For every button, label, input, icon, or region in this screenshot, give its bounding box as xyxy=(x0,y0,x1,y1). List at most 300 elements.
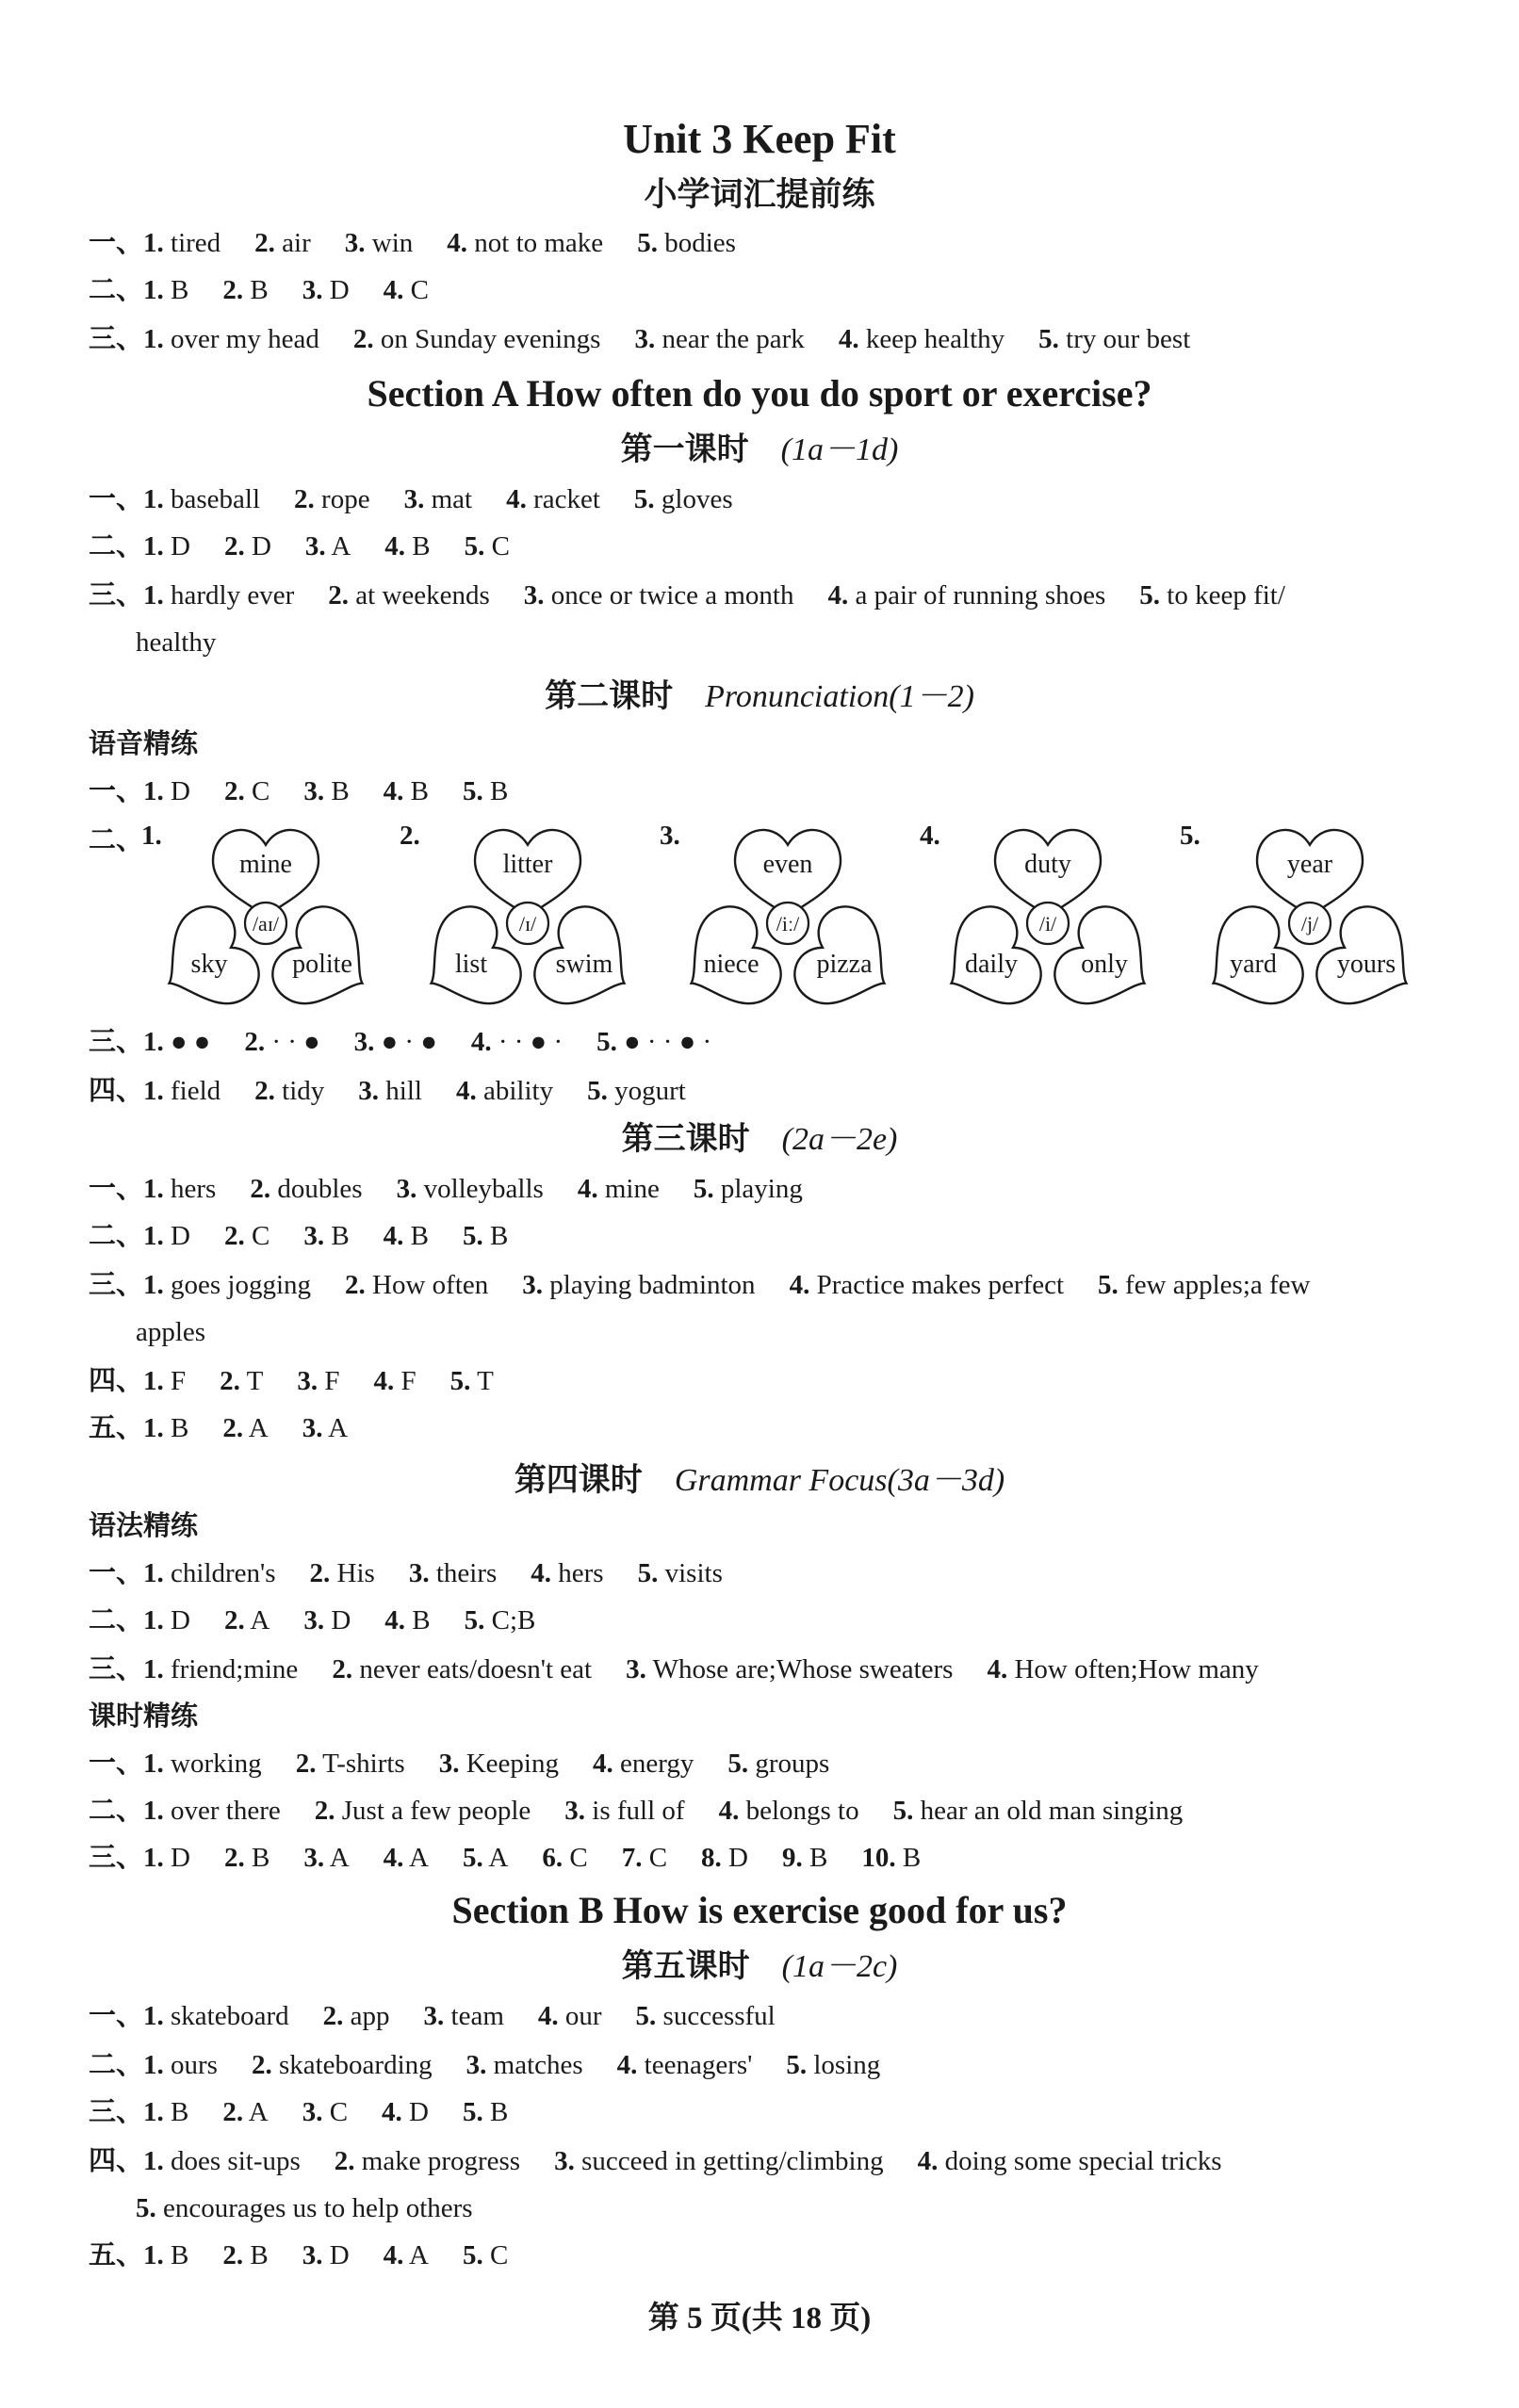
answer-item xyxy=(587,1072,686,1110)
answer-number: 5. xyxy=(463,776,483,806)
answer-item xyxy=(143,2093,188,2131)
answer-text: app xyxy=(343,2001,390,2031)
answer-number: 1. xyxy=(143,2001,164,2031)
row-prefix: 四、 xyxy=(89,1366,144,1396)
row-prefix: 三、 xyxy=(89,1027,144,1057)
answer-number: 4. xyxy=(838,324,859,354)
answer-item xyxy=(404,480,473,518)
answer-text: field xyxy=(163,1076,221,1106)
answer-text: our xyxy=(558,2001,602,2031)
answer-number: 1. xyxy=(143,2240,164,2270)
answer-item xyxy=(987,1651,1258,1688)
answer-text: tired xyxy=(163,228,221,258)
answer-number: 1. xyxy=(143,1558,164,1588)
answer-item xyxy=(384,1602,430,1639)
answer-text: keep healthy xyxy=(858,324,1005,354)
answer-text: friend;mine xyxy=(163,1654,299,1684)
answer-text: B xyxy=(324,776,350,806)
answer-number: 9. xyxy=(781,1843,803,1873)
answer-item xyxy=(254,224,311,262)
answer-item xyxy=(302,1409,348,1447)
lesson-5-row-4-cont: 5. encourages us to help others xyxy=(136,2193,473,2223)
answer-item xyxy=(143,1023,210,1061)
lesson-3-row-2 xyxy=(89,1217,1481,1255)
answer-text: try our best xyxy=(1058,324,1191,354)
answer-number: 2. xyxy=(295,1749,317,1779)
row-prefix: 三、 xyxy=(89,580,144,610)
answer-item xyxy=(143,2142,301,2180)
answer-number: 2. xyxy=(222,275,244,305)
answer-text: ours xyxy=(163,2050,218,2080)
answer-text: B xyxy=(163,2240,189,2270)
lesson-2-range: Pronunciation(1－2) xyxy=(705,679,974,714)
practice-row-1 xyxy=(89,1745,1481,1782)
answer-number: 4. xyxy=(382,2097,402,2127)
answer-number: 1. xyxy=(143,1076,164,1106)
lesson-2-row-1 xyxy=(89,773,1481,810)
row-prefix: 一、 xyxy=(89,484,144,514)
answer-text: · · ● xyxy=(265,1027,320,1057)
answer-text: mat xyxy=(424,484,473,514)
lesson-5-row-2 xyxy=(89,2046,1481,2084)
answer-text: D xyxy=(163,1843,190,1873)
answer-text: Whose are;Whose sweaters xyxy=(645,1654,954,1684)
answer-text: rope xyxy=(314,484,370,514)
answer-text: visits xyxy=(658,1558,723,1588)
answer-item xyxy=(303,1602,351,1639)
answer-number: 4. xyxy=(987,1654,1008,1684)
row-prefix: 二、 xyxy=(89,2050,144,2080)
answer-text: A xyxy=(403,1843,429,1873)
lesson-1-name: 第一课时 xyxy=(620,432,749,467)
preview-title: 小学词汇提前练 xyxy=(644,176,875,213)
answer-text: matches xyxy=(486,2050,583,2080)
flower-number: 3. xyxy=(660,821,680,851)
answer-number: 5. xyxy=(693,1174,714,1204)
lesson-5-row-1 xyxy=(89,1997,1481,2035)
answer-text: B xyxy=(163,2097,189,2127)
row-prefix: 三、 xyxy=(89,2097,144,2127)
answer-number: 2. xyxy=(223,531,245,561)
flower-number: 2. xyxy=(400,821,420,851)
lesson-5-range: (1a－2c) xyxy=(781,1949,898,1984)
lesson-2-row-3 xyxy=(89,1023,1481,1061)
answer-number: 4. xyxy=(383,1843,404,1873)
answer-text: a pair of running shoes xyxy=(848,580,1106,610)
answer-text: once or twice a month xyxy=(544,580,794,610)
answer-number: 4. xyxy=(616,2050,638,2080)
preview-row-1 xyxy=(89,224,1481,262)
lesson-2-row-2-prefix: 二、 xyxy=(89,825,144,855)
answer-text: A xyxy=(482,1843,509,1873)
lesson-5-row-3 xyxy=(89,2093,1481,2131)
flower-right-word: swim xyxy=(555,950,613,979)
answer-item xyxy=(143,1362,186,1400)
answer-text: B xyxy=(163,1413,189,1443)
answer-item xyxy=(638,1554,723,1592)
answer-item xyxy=(1098,1266,1310,1304)
answer-item xyxy=(224,1602,270,1639)
answer-number: 4. xyxy=(447,228,468,258)
row-prefix: 一、 xyxy=(89,776,144,806)
answer-item xyxy=(332,1651,592,1688)
answer-text: D xyxy=(401,2097,429,2127)
lesson-5-heading xyxy=(0,1944,1519,1990)
answer-item xyxy=(382,2093,429,2131)
answer-item xyxy=(328,577,490,614)
answer-number: 2. xyxy=(294,484,315,514)
answer-number: 5. xyxy=(637,228,658,258)
answer-number: 5. xyxy=(464,531,485,561)
answer-item xyxy=(447,224,603,262)
answer-number: 1. xyxy=(143,1654,164,1684)
answer-text: is full of xyxy=(585,1796,685,1826)
flower-top-word: duty xyxy=(1024,850,1071,879)
answer-text: C;B xyxy=(484,1605,536,1635)
answer-text: few apples;a few xyxy=(1118,1270,1311,1300)
flower-center-sound: /j/ xyxy=(1300,912,1319,936)
answer-text: successful xyxy=(656,2001,776,2031)
answer-number: 2. xyxy=(332,1654,353,1684)
grammar-row-3 xyxy=(89,1651,1481,1688)
row-prefix: 二、 xyxy=(89,275,144,305)
answer-number: 2. xyxy=(251,2050,272,2080)
answer-number: 4. xyxy=(506,484,527,514)
answer-text: T xyxy=(239,1366,264,1396)
answer-text: at weekends xyxy=(349,580,490,610)
answer-text: not to make xyxy=(467,228,604,258)
lesson-5-name: 第五课时 xyxy=(621,1949,750,1984)
grammar-row-1 xyxy=(89,1554,1481,1592)
answer-number: 2. xyxy=(322,2001,344,2031)
flower-left-word: list xyxy=(454,950,488,979)
answer-number: 2. xyxy=(222,1413,244,1443)
answer-text: C xyxy=(244,776,270,806)
flower-center-sound: /aɪ/ xyxy=(252,912,280,936)
answer-text: groups xyxy=(748,1749,830,1779)
flower-top-word: mine xyxy=(239,850,292,879)
lesson-1-row-2 xyxy=(89,528,1481,565)
answer-number: 5. xyxy=(727,1749,749,1779)
answer-item xyxy=(222,1409,268,1447)
flower-5 xyxy=(1180,821,1431,1027)
grammar-row-2 xyxy=(89,1602,1481,1639)
answer-item xyxy=(297,1362,339,1400)
section-b-title: Section B How is exercise good for us? xyxy=(451,1889,1068,1931)
answer-item xyxy=(294,480,370,518)
row-prefix: 三、 xyxy=(89,1843,144,1873)
answer-item xyxy=(143,271,188,309)
answer-item xyxy=(617,2046,753,2084)
answer-item xyxy=(354,1023,437,1061)
answer-number: 1. xyxy=(143,1221,164,1251)
lesson-4-name: 第四课时 xyxy=(514,1463,643,1498)
answer-text: · · ● · xyxy=(491,1027,564,1057)
answer-item xyxy=(303,1217,349,1255)
answer-number: 1. xyxy=(143,776,164,806)
answer-text: ● · · ● · xyxy=(616,1027,712,1057)
answer-number: 4. xyxy=(383,2240,404,2270)
answer-text: tidy xyxy=(274,1076,325,1106)
flower-top-word: litter xyxy=(502,850,553,879)
answer-number: 3. xyxy=(303,1605,325,1635)
flower-right-word: yours xyxy=(1336,950,1396,979)
lesson-4-heading xyxy=(0,1458,1519,1504)
answer-item xyxy=(310,1554,375,1592)
answer-text: ● · ● xyxy=(374,1027,437,1057)
answer-number: 1. xyxy=(143,1749,164,1779)
answer-text: C xyxy=(244,1221,270,1251)
answer-text: ● ● xyxy=(163,1027,211,1057)
answer-number: 3. xyxy=(302,275,323,305)
answer-number: 2. xyxy=(223,776,245,806)
lesson-2-row-4 xyxy=(89,1072,1481,1110)
answer-item xyxy=(1038,320,1190,358)
flower-left-word: sky xyxy=(190,950,228,979)
answer-item xyxy=(143,1745,262,1782)
answer-item xyxy=(303,773,349,810)
answer-item xyxy=(224,1839,270,1877)
answer-number: 3. xyxy=(523,580,545,610)
answer-number: 2. xyxy=(352,324,374,354)
row-prefix: 三、 xyxy=(89,1654,144,1684)
answer-text: B xyxy=(163,275,189,305)
row-prefix: 四、 xyxy=(89,1076,144,1106)
answer-text: Practice makes perfect xyxy=(809,1270,1065,1300)
answer-text: working xyxy=(163,1749,262,1779)
answer-text: B xyxy=(403,776,429,806)
answer-number: 3. xyxy=(396,1174,417,1204)
answer-text: never eats/doesn't eat xyxy=(352,1654,593,1684)
answer-number: 1. xyxy=(143,228,164,258)
answer-number: 1. xyxy=(143,1605,164,1635)
answer-text: racket xyxy=(526,484,600,514)
answer-text: C xyxy=(563,1843,588,1873)
answer-number: 5. xyxy=(1038,324,1059,354)
answer-item xyxy=(384,528,430,565)
lesson-3-row-5 xyxy=(89,1409,1481,1447)
answer-text: B xyxy=(243,2240,269,2270)
answer-number: 3. xyxy=(303,776,325,806)
answer-text: Keeping xyxy=(459,1749,559,1779)
answer-item xyxy=(596,1023,711,1061)
lesson-3-row-4 xyxy=(89,1362,1481,1400)
answer-item xyxy=(463,2237,508,2274)
answer-number: 3. xyxy=(626,1654,646,1684)
answer-number: 5. xyxy=(463,2240,483,2270)
answer-item xyxy=(143,1839,190,1877)
answer-number: 3. xyxy=(304,531,326,561)
answer-item xyxy=(554,2142,884,2180)
answer-item xyxy=(827,577,1105,614)
answer-item xyxy=(252,2046,433,2084)
answer-number: 5. xyxy=(1139,580,1161,610)
answer-number: 8. xyxy=(701,1843,722,1873)
answer-text: A xyxy=(325,531,351,561)
answer-item xyxy=(861,1839,921,1877)
answer-text: F xyxy=(318,1366,340,1396)
row-prefix: 四、 xyxy=(89,2146,144,2176)
answer-text: theirs xyxy=(429,1558,498,1588)
answer-text: belongs to xyxy=(739,1796,859,1826)
answer-text: B xyxy=(405,531,431,561)
flower-3 xyxy=(660,821,909,1027)
answer-text: energy xyxy=(612,1749,694,1779)
answer-item xyxy=(626,1651,953,1688)
answer-number: 2. xyxy=(334,2146,355,2176)
answer-number: 2. xyxy=(223,1221,245,1251)
answer-item xyxy=(222,2093,268,2131)
answer-text: make progress xyxy=(354,2146,521,2176)
answer-item xyxy=(463,1839,508,1877)
answer-number: 3. xyxy=(466,2050,487,2080)
answer-item xyxy=(302,2093,348,2131)
answer-text: doing some special tricks xyxy=(938,2146,1222,2176)
lesson-3-name: 第三课时 xyxy=(621,1122,750,1157)
answer-number: 2. xyxy=(254,1076,275,1106)
answer-number: 2. xyxy=(254,228,275,258)
lesson-3-range: (2a－2e) xyxy=(781,1122,898,1157)
answer-number: 5. xyxy=(463,2097,483,2127)
answer-text: C xyxy=(322,2097,349,2127)
answer-text: mine xyxy=(597,1174,660,1204)
practice-label: 课时精练 xyxy=(89,1701,199,1732)
answer-item xyxy=(384,1217,429,1255)
row-prefix: 二、 xyxy=(89,531,144,561)
answer-number: 1. xyxy=(143,1027,164,1057)
answer-number: 7. xyxy=(621,1843,643,1873)
answer-number: 1. xyxy=(143,1843,164,1873)
answer-item xyxy=(701,1839,748,1877)
answer-text: skateboarding xyxy=(271,2050,433,2080)
answer-item xyxy=(296,1745,405,1782)
answer-text: D xyxy=(163,1605,190,1635)
answer-number: 3. xyxy=(302,2097,323,2127)
answer-item xyxy=(424,1997,504,2035)
row-prefix: 二、 xyxy=(89,1796,144,1826)
answer-number: 5. xyxy=(1098,1270,1119,1300)
answer-number: 1. xyxy=(143,2146,164,2176)
row-prefix: 一、 xyxy=(89,2001,144,2031)
answer-number: 3. xyxy=(634,324,656,354)
answer-text: B xyxy=(324,1221,350,1251)
answer-item xyxy=(302,271,350,309)
answer-text: D xyxy=(163,776,190,806)
answer-item xyxy=(143,528,190,565)
answer-text: A xyxy=(244,1605,270,1635)
answer-item xyxy=(790,1266,1064,1304)
answer-number: 4. xyxy=(384,531,406,561)
answer-item xyxy=(719,1792,859,1830)
answer-text: team xyxy=(444,2001,504,2031)
answer-item xyxy=(463,1217,508,1255)
flower-1 xyxy=(141,821,387,1027)
answer-number: 3. xyxy=(423,2001,445,2031)
answer-item xyxy=(466,2046,583,2084)
flower-2 xyxy=(400,821,649,1027)
answer-item xyxy=(224,1217,270,1255)
answer-number: 2. xyxy=(223,1605,245,1635)
answer-item xyxy=(634,320,804,358)
answer-number: 2. xyxy=(244,1027,266,1057)
answer-item xyxy=(522,1266,755,1304)
answer-number: 2. xyxy=(250,1174,271,1204)
answer-item xyxy=(143,1217,190,1255)
answer-text: A xyxy=(403,2240,429,2270)
answer-item xyxy=(254,1072,324,1110)
answer-number: 4. xyxy=(455,1076,477,1106)
answer-item xyxy=(224,528,271,565)
answer-text: A xyxy=(324,1843,350,1873)
answer-item xyxy=(335,2142,520,2180)
answer-item xyxy=(345,224,414,262)
answer-item xyxy=(578,1170,660,1208)
answer-item xyxy=(384,2237,429,2274)
answer-number: 5. xyxy=(635,2001,657,2031)
answer-item xyxy=(302,2237,350,2274)
answer-text: on Sunday evenings xyxy=(373,324,601,354)
answer-number: 5. xyxy=(449,1366,471,1396)
answer-text: playing badminton xyxy=(543,1270,756,1300)
flower-right-word: polite xyxy=(292,950,352,979)
answer-item xyxy=(637,224,736,262)
answer-text: volleyballs xyxy=(416,1174,544,1204)
answer-item xyxy=(143,2237,188,2274)
answer-number: 4. xyxy=(537,2001,559,2031)
answer-item xyxy=(143,1170,216,1208)
answer-text: playing xyxy=(713,1174,803,1204)
answer-text: hill xyxy=(379,1076,422,1106)
answer-number: 5. xyxy=(463,1843,483,1873)
lesson-1-row-3-cont: healthy xyxy=(136,627,217,658)
answer-number: 3. xyxy=(438,1749,460,1779)
row-prefix: 二、 xyxy=(89,1605,144,1635)
row-prefix: 一、 xyxy=(89,228,144,258)
answer-text: B xyxy=(243,275,269,305)
lesson-1-range: (1a－1d) xyxy=(780,432,899,467)
answer-number: 3. xyxy=(554,2146,575,2176)
answer-text: goes jogging xyxy=(163,1270,312,1300)
flower-center-sound: /ɪ/ xyxy=(518,912,537,936)
answer-text: A xyxy=(243,1413,269,1443)
answer-item xyxy=(143,1651,298,1688)
answer-number: 5. xyxy=(464,1605,485,1635)
answer-text: His xyxy=(330,1558,375,1588)
preview-row-3 xyxy=(89,320,1481,358)
preview-row-2 xyxy=(89,271,1481,309)
answer-number: 5. xyxy=(596,1027,617,1057)
answer-text: D xyxy=(721,1843,748,1873)
answer-text: over there xyxy=(163,1796,281,1826)
answer-item xyxy=(143,1409,188,1447)
answer-text: D xyxy=(244,531,271,561)
lesson-3-row-3-cont: apples xyxy=(136,1317,206,1347)
answer-text: hers xyxy=(551,1558,604,1588)
lesson-2-name: 第二课时 xyxy=(545,679,674,714)
answer-item xyxy=(315,1792,531,1830)
lesson-1-heading xyxy=(0,428,1519,473)
answer-item xyxy=(143,773,190,810)
lesson-3-row-1 xyxy=(89,1170,1481,1208)
row-prefix: 一、 xyxy=(89,1558,144,1588)
flower-number: 5. xyxy=(1180,821,1200,851)
answer-text: D xyxy=(163,1221,190,1251)
answer-text: air xyxy=(274,228,311,258)
answer-number: 4. xyxy=(789,1270,810,1300)
flower-left-word: niece xyxy=(703,950,760,979)
answer-number: 3. xyxy=(564,1796,586,1826)
grammar-label: 语法精练 xyxy=(89,1511,199,1541)
